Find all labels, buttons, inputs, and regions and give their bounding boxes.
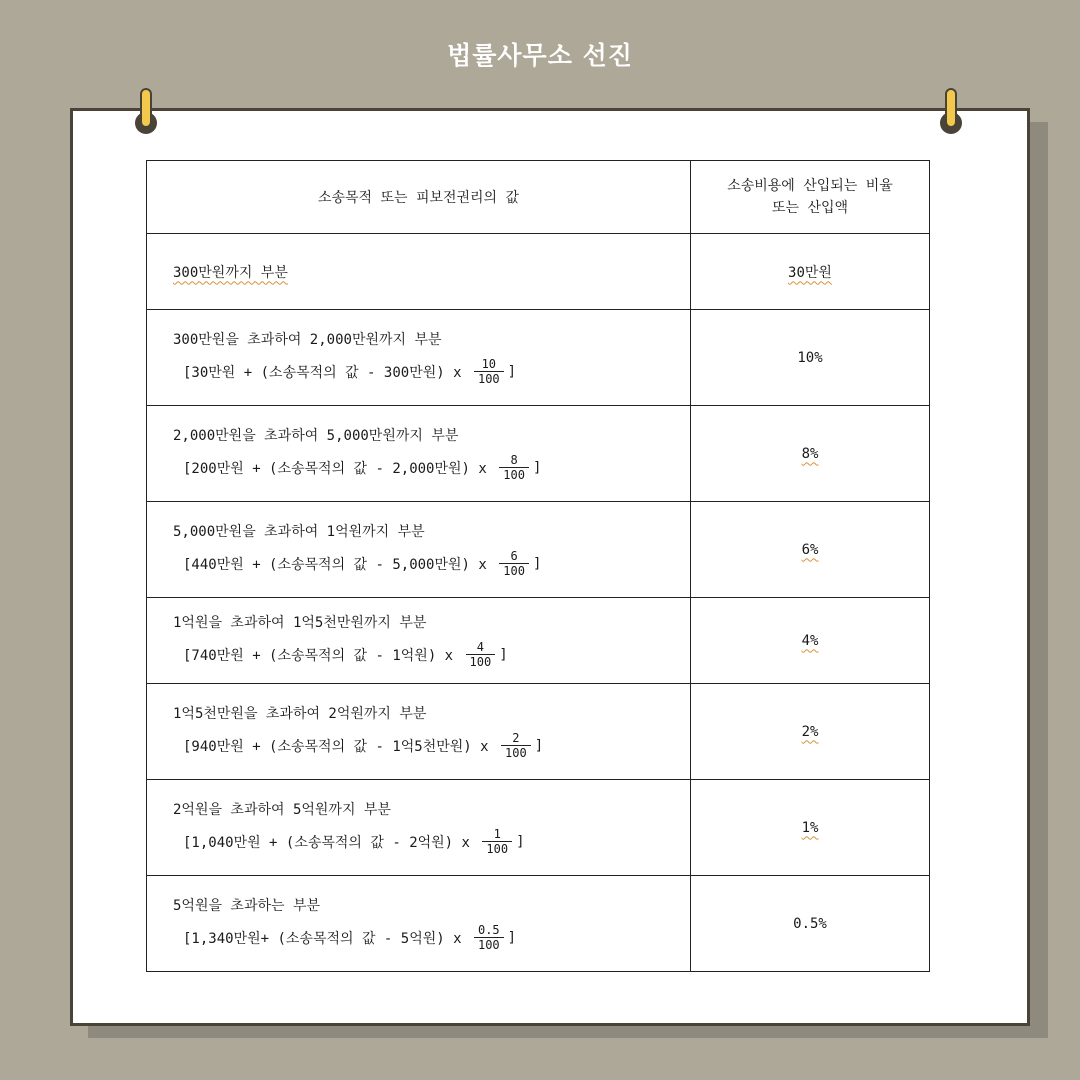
formula-close: ] [516, 833, 525, 850]
range-text: 2억원을 초과하여 5억원까지 부분 [173, 802, 391, 818]
fraction [499, 453, 529, 482]
rate-cell [691, 598, 930, 684]
range-cell [147, 876, 691, 972]
range-text: 5억원을 초과하는 부분 [173, 898, 321, 914]
formula [173, 923, 690, 952]
rate-cell [691, 310, 930, 406]
formula-close: ] [532, 459, 542, 476]
range-cell [147, 598, 691, 684]
rate-cell [691, 876, 930, 972]
rate-cell [691, 684, 930, 780]
table-row [147, 598, 930, 684]
formula [173, 827, 690, 856]
table-row [147, 234, 930, 310]
pin-icon [936, 88, 966, 148]
formula-text: [200만원 + (소송목적의 값 - 2,000만원) x [183, 460, 496, 477]
table-row [147, 876, 930, 972]
rate-text: 1% [801, 819, 819, 836]
range-text: 2,000만원을 초과하여 5,000만원까지 부분 [173, 428, 459, 444]
formula-close: ] [499, 646, 508, 663]
formula-text: [440만원 + (소송목적의 값 - 5,000만원) x [183, 556, 496, 573]
formula-text: [30만원 + (소송목적의 값 - 300만원) x [183, 364, 470, 381]
formula-close: ] [532, 555, 542, 572]
range-cell [147, 502, 691, 598]
fraction [501, 731, 531, 760]
rate-cell [691, 780, 930, 876]
table-row [147, 684, 930, 780]
range-text: 1억원을 초과하여 1억5천만원까지 부분 [173, 615, 427, 631]
range-cell [147, 780, 691, 876]
fraction-denominator: 100 [466, 654, 496, 669]
fraction-numerator: 0.5 [477, 923, 500, 937]
range-cell [147, 234, 691, 310]
fraction [466, 640, 496, 669]
formula [173, 731, 690, 760]
page-title: 법률사무소 선진 [447, 41, 633, 70]
range-cell [147, 310, 691, 406]
fraction-numerator: 8 [510, 453, 518, 467]
formula [173, 640, 690, 669]
fraction-denominator: 100 [501, 745, 531, 760]
header-rate-column [691, 161, 930, 234]
range-cell [147, 406, 691, 502]
fraction-denominator: 100 [474, 937, 504, 952]
rate-text: 30만원 [788, 264, 832, 281]
fraction-numerator: 6 [510, 549, 518, 563]
table-row [147, 502, 930, 598]
rate-cell [691, 502, 930, 598]
fraction-numerator: 2 [512, 731, 520, 745]
rate-cell [691, 234, 930, 310]
range-cell [147, 684, 691, 780]
range-text: 1억5천만원을 초과하여 2억원까지 부분 [173, 706, 427, 722]
fraction [474, 357, 504, 386]
formula-text: [1,040만원 + (소송목적의 값 - 2억원) x [183, 834, 479, 851]
fraction-denominator: 100 [474, 371, 504, 386]
rate-text: 0.5% [793, 915, 827, 932]
rate-text: 2% [801, 723, 819, 740]
fraction [482, 827, 512, 856]
rate-text: 6% [801, 541, 819, 558]
table-header-row [147, 161, 930, 234]
fraction-numerator: 4 [476, 640, 484, 654]
header-rate-line1: 소송비용에 산입되는 비율 [727, 178, 893, 194]
formula-close: ] [534, 737, 544, 754]
fraction-denominator: 100 [482, 841, 512, 856]
rate-text: 8% [801, 445, 819, 462]
range-text: 5,000만원을 초과하여 1억원까지 부분 [173, 524, 425, 540]
fraction [474, 923, 504, 952]
table-row [147, 780, 930, 876]
rate-cell [691, 406, 930, 502]
fraction-numerator: 1 [493, 827, 501, 841]
formula [173, 549, 690, 578]
fraction-denominator: 100 [499, 467, 529, 482]
formula-text: [940만원 + (소송목적의 값 - 1억5천만원) x [183, 738, 498, 755]
formula [173, 453, 690, 482]
formula-text: [740만원 + (소송목적의 값 - 1억원) x [183, 647, 462, 664]
pin-icon [131, 88, 161, 148]
table-row [147, 310, 930, 406]
rate-text: 4% [801, 632, 819, 649]
table-row [147, 406, 930, 502]
fraction [499, 549, 529, 578]
fee-table [146, 160, 930, 972]
rate-text: 10% [797, 349, 823, 366]
formula [173, 357, 690, 386]
formula-close: ] [507, 929, 517, 946]
formula-close: ] [507, 363, 517, 380]
header-rate-line2: 또는 산입액 [771, 200, 849, 216]
range-text: 300만원까지 부분 [173, 264, 288, 281]
formula-text: [1,340만원+ (소송목적의 값 - 5억원) x [183, 930, 470, 947]
header-value-column: 소송목적 또는 피보전권리의 값 [147, 161, 691, 234]
range-text: 300만원을 초과하여 2,000만원까지 부분 [173, 332, 442, 348]
fraction-denominator: 100 [499, 563, 529, 578]
fraction-numerator: 10 [481, 357, 497, 371]
